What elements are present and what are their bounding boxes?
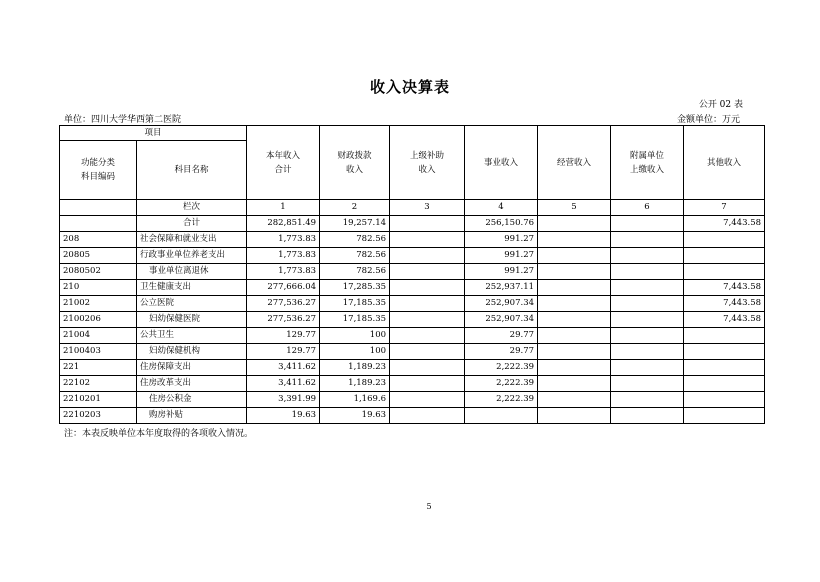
row-value: 17,185.35 [320,296,390,312]
column-number: 1 [247,200,320,216]
row-value [684,376,765,392]
table-row [60,296,765,312]
row-code: 210 [60,280,137,296]
row-value: 3,391.99 [247,392,320,408]
row-value [538,376,611,392]
row-value: 1,773.83 [247,248,320,264]
header-col-7: 其他收入 [684,126,765,200]
row-value: 17,185.35 [320,312,390,328]
row-value [390,280,465,296]
row-subject-name: 事业单位离退休 [137,264,247,280]
row-value [684,232,765,248]
row-value [538,312,611,328]
row-value: 2,222.39 [465,376,538,392]
row-value [390,296,465,312]
column-order-row [60,200,765,216]
header-subject-name: 科目名称 [137,141,247,200]
table-row [60,408,765,424]
row-subject-name: 住房保障支出 [137,360,247,376]
row-value [390,360,465,376]
row-value: 19.63 [320,408,390,424]
header-item: 项目 [60,126,247,141]
total-value [538,216,611,232]
row-value: 991.27 [465,264,538,280]
total-value: 19,257.14 [320,216,390,232]
row-subject-name: 住房改革支出 [137,376,247,392]
row-subject-name: 住房公积金 [137,392,247,408]
row-value [611,344,684,360]
column-number: 2 [320,200,390,216]
row-value [538,280,611,296]
row-code: 21004 [60,328,137,344]
row-value: 17,285.35 [320,280,390,296]
page-number: 5 [426,502,432,511]
amount-unit-label: 金额单位：万元 [676,115,740,125]
row-subject-name: 购房补贴 [137,408,247,424]
form-number: 公开 02 表 [698,100,743,110]
row-value: 129.77 [247,344,320,360]
row-value [538,392,611,408]
table-row [60,312,765,328]
table-row [60,328,765,344]
row-value: 2,222.39 [465,360,538,376]
row-value [611,296,684,312]
row-value: 991.27 [465,232,538,248]
row-value [390,312,465,328]
table-row [60,344,765,360]
row-value [538,264,611,280]
row-value [465,408,538,424]
row-value: 129.77 [247,328,320,344]
row-value: 100 [320,328,390,344]
row-value: 1,169.6 [320,392,390,408]
row-value [684,344,765,360]
row-value [390,264,465,280]
row-value [611,232,684,248]
row-value [390,248,465,264]
table-row [60,264,765,280]
row-value: 3,411.62 [247,360,320,376]
table-row [60,392,765,408]
table-row [60,376,765,392]
row-code: 20805 [60,248,137,264]
row-value [611,392,684,408]
header-col-5: 经营收入 [538,126,611,200]
header-col-6: 附属单位 上缴收入 [611,126,684,200]
header-col-1: 本年收入 合计 [247,126,320,200]
row-value [611,408,684,424]
total-value: 7,443.58 [684,216,765,232]
row-value: 991.27 [465,248,538,264]
row-value [390,328,465,344]
row-value [684,328,765,344]
row-value [538,248,611,264]
row-value [611,328,684,344]
row-value: 252,937.11 [465,280,538,296]
row-subject-name: 卫生健康支出 [137,280,247,296]
row-value: 1,189.23 [320,360,390,376]
table-row [60,280,765,296]
row-subject-name: 社会保障和就业支出 [137,232,247,248]
row-code: 2080502 [60,264,137,280]
row-value: 277,536.27 [247,312,320,328]
row-value: 277,666.04 [247,280,320,296]
row-value: 2,222.39 [465,392,538,408]
column-number: 6 [611,200,684,216]
row-value [538,328,611,344]
row-value [390,344,465,360]
row-code: 22102 [60,376,137,392]
row-code: 2210201 [60,392,137,408]
row-value [684,248,765,264]
row-value: 277,536.27 [247,296,320,312]
row-subject-name: 公共卫生 [137,328,247,344]
row-value: 7,443.58 [684,296,765,312]
row-value: 782.56 [320,248,390,264]
row-value [390,408,465,424]
row-subject-name: 妇幼保健机构 [137,344,247,360]
row-value [611,360,684,376]
row-value [538,344,611,360]
row-subject-name: 行政事业单位养老支出 [137,248,247,264]
column-number: 4 [465,200,538,216]
row-value [538,296,611,312]
total-label: 合计 [137,216,247,232]
row-value [611,376,684,392]
row-value [684,408,765,424]
row-value: 252,907.34 [465,296,538,312]
row-value [390,392,465,408]
column-number: 5 [538,200,611,216]
row-code: 2100403 [60,344,137,360]
income-table [59,125,765,424]
row-value [390,232,465,248]
row-value: 1,189.23 [320,376,390,392]
total-value [390,216,465,232]
row-value: 252,907.34 [465,312,538,328]
row-value: 29.77 [465,344,538,360]
header-col-2: 财政拨款 收入 [320,126,390,200]
total-row [60,216,765,232]
row-code: 221 [60,360,137,376]
row-value: 100 [320,344,390,360]
row-code: 208 [60,232,137,248]
total-value [611,216,684,232]
row-value [611,280,684,296]
row-value: 782.56 [320,264,390,280]
column-order-label: 栏次 [137,200,247,216]
column-number: 3 [390,200,465,216]
row-value: 782.56 [320,232,390,248]
row-value [538,408,611,424]
table-note: 注：本表反映单位本年度取得的各项收入情况。 [64,429,254,439]
row-value [684,264,765,280]
row-value [538,360,611,376]
header-col-4: 事业收入 [465,126,538,200]
row-value: 29.77 [465,328,538,344]
row-value: 19.63 [247,408,320,424]
row-subject-name: 公立医院 [137,296,247,312]
table-row [60,248,765,264]
row-code: 2210203 [60,408,137,424]
total-value: 282,851.49 [247,216,320,232]
row-value: 1,773.83 [247,232,320,248]
header-row [60,126,765,141]
column-number: 7 [684,200,765,216]
report-title: 收入决算表 [369,78,450,96]
row-value [538,232,611,248]
total-value: 256,150.76 [465,216,538,232]
row-value: 3,411.62 [247,376,320,392]
row-value: 1,773.83 [247,264,320,280]
row-value: 7,443.58 [684,312,765,328]
row-code: 2100206 [60,312,137,328]
row-code: 21002 [60,296,137,312]
row-value [684,360,765,376]
row-subject-name: 妇幼保健医院 [137,312,247,328]
table-row [60,360,765,376]
row-value [390,376,465,392]
unit-label: 单位：四川大学华西第二医院 [64,115,182,125]
header-col-3: 上级补助 收入 [390,126,465,200]
row-value [611,248,684,264]
row-value [611,312,684,328]
table-row [60,232,765,248]
row-value [611,264,684,280]
header-func-code: 功能分类 科目编码 [60,141,137,200]
row-value [684,392,765,408]
row-value: 7,443.58 [684,280,765,296]
